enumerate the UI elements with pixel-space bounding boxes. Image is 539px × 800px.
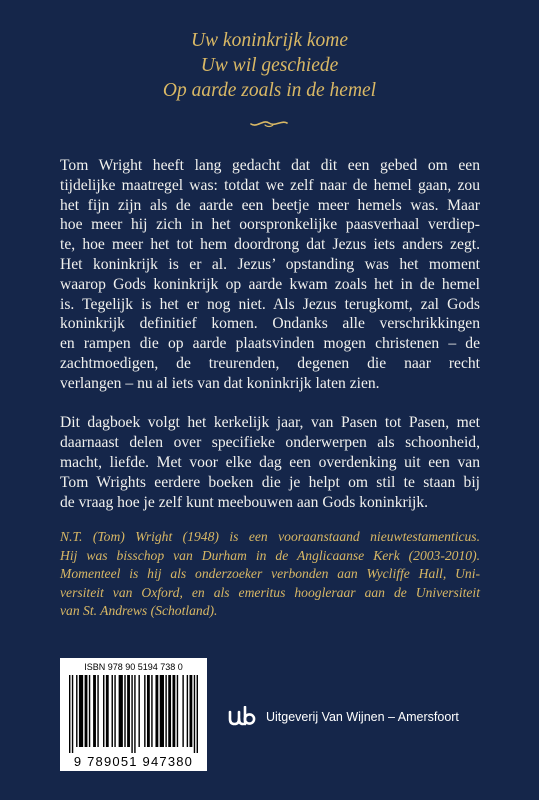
blurb-line: verlangen – nu al iets van dat koninkrijk laten zien. [60,374,380,392]
barcode-bar [69,675,70,753]
barcode-bar [72,675,73,753]
barcode-bar [138,675,139,747]
flourish-ornament-icon [249,116,289,130]
barcode-bar [79,675,83,747]
barcode-bar [131,675,132,753]
barcode-bar [106,675,109,747]
blurb-line: Tom Wrights eerdere boeken die je helpt om stil te staan bij [60,473,480,491]
blurb-line: daarnaast delen over specifieke onderwerpen als schoonheid, [60,434,480,452]
barcode-bar [165,675,166,747]
barcode [60,658,207,771]
barcode-bar [93,675,96,747]
author-bio-line: versiteit van Oxford, en als emeritus hoogleraar aan de Universiteit [60,584,480,600]
publisher-name: Uitgeverij Van Wijnen – Amersfoort [266,710,459,724]
blurb-line: is. Tegelijk is het er nog niet. Als Jezus terugkomt, zal Gods [60,295,480,313]
author-bio-line: N.T. (Tom) Wright (1948) is een vooraanstaand nieuwtestamenticus. [60,529,480,544]
isbn-label: ISBN 978 90 5194 738 0 [84,662,183,672]
ean-digits: 9 789051 947380 [73,754,194,769]
motto-line: Uw koninkrijk kome [190,30,349,51]
blurb [60,156,480,512]
barcode-bar [151,675,152,747]
barcode-bar [177,675,178,747]
barcode-bar [97,675,98,747]
barcode-bar [89,675,90,747]
motto-line: Uw wil geschiede [200,55,339,76]
blurb-line: het fijn zijn als de aarde een beetje meer hemels was. Maar [60,196,480,214]
author-bio [60,528,480,621]
blurb-line: zachtmoedigen, de treurenden, degenen die naar recht [60,354,480,372]
blurb-line: waarop Gods koninkrijk op aarde kwam zoals het in de hemel [60,275,480,293]
blurb-line: koninkrijk definitief komen. Ondanks alle verschrikkingen [60,315,480,333]
author-bio-line: Momenteel is hij als onderzoeker verbonden aan Wycliffe Hall, Uni- [60,566,480,582]
barcode-bar [182,675,183,747]
barcode-bar [76,675,77,747]
wb-publisher-logo-icon [228,706,256,728]
blurb-line: Tom Wright heeft lang gedacht dat dit een gebed om een [60,157,480,174]
barcode-bars [69,675,198,753]
publisher [228,705,459,729]
blurb-line: Het koninkrijk is er al. Jezus’ opstanding was het moment [60,255,480,273]
barcode-bar [160,675,164,747]
barcode-bar [172,675,175,747]
author-bio-line: Hij was bisschop van Durham in de Anglicaanse Kerk (2003-2010). [60,547,480,563]
blurb-line: de vraag hoe je zelf kunt meebouwen aan Gods koninkrijk. [60,493,429,511]
barcode-bar [124,675,125,747]
blurb-line: macht, liefde. Met voor elke dag een overdenking uit een van [60,453,480,471]
blurb-line: te, hoe meer het tot hem doordrong dat Jezus iets anders zegt. [60,236,480,254]
motto-line: Op aarde zoals in de hemel [162,80,377,101]
barcode-bar [197,675,198,753]
barcode-bar [144,675,145,747]
barcode-bar [187,675,188,747]
barcode-bar [85,675,88,747]
barcode-bar [119,675,123,747]
barcode-bar [155,675,158,747]
barcode-bar [112,675,113,747]
barcode-bar [127,675,130,747]
author-bio-line: van St. Andrews (Schotland). [60,603,218,619]
barcode-bar [134,675,135,753]
barcode-bar [189,675,192,747]
motto [0,28,539,103]
barcode-bar [168,675,171,747]
blurb-line: hoe meer hij zich in het oorspronkelijke paasverhaal verdiep- [60,216,480,234]
blurb-line: Dit dagboek volgt het kerkelijk jaar, van Pasen tot Pasen, met [60,414,480,432]
barcode-bar [114,675,115,747]
barcode-bar [103,675,104,747]
barcode-bar [194,675,195,753]
blurb-line: en rampen die op aarde plaatsvinden mogen christenen – de [60,335,480,353]
blurb-line: tijdelijke maatregel was: totdat we zelf naar de hemel gaan, zou [60,176,480,194]
barcode-bar [147,675,150,747]
